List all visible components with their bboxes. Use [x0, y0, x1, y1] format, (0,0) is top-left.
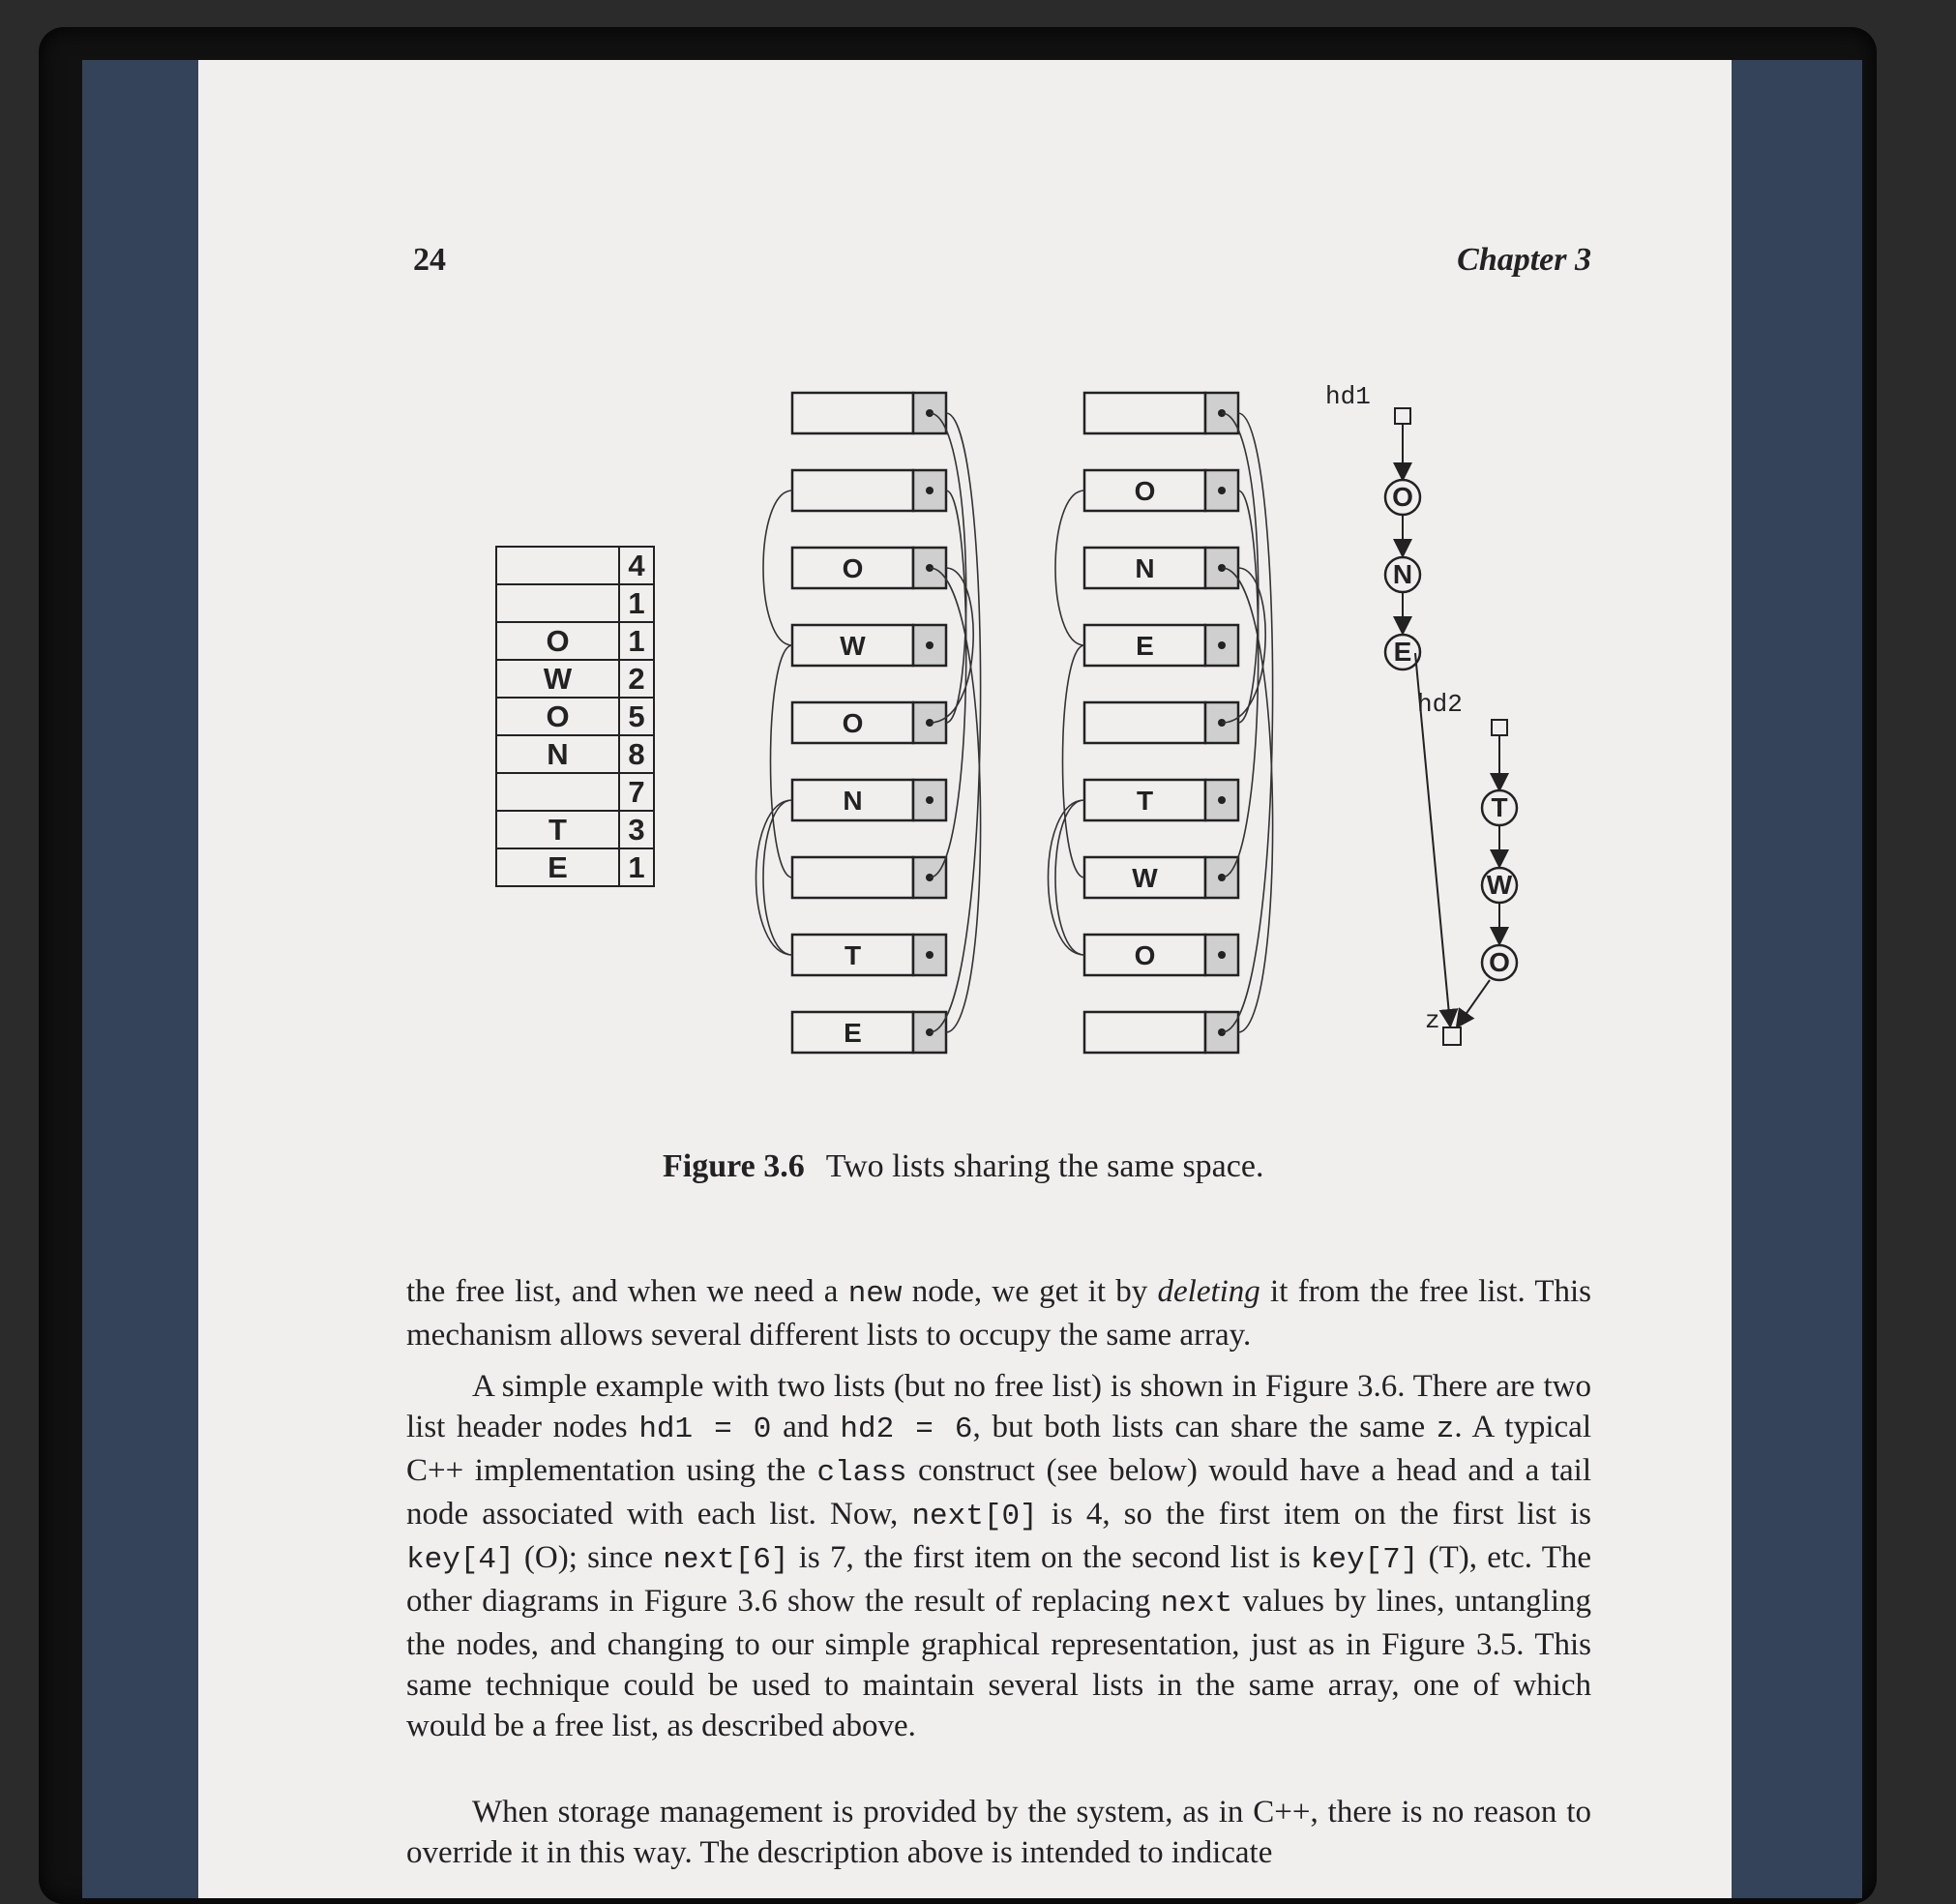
node-key-label: O	[1134, 940, 1156, 970]
array-key-cell: E	[496, 848, 619, 886]
array-key-cell: O	[496, 698, 619, 735]
list-node-label: W	[1486, 870, 1513, 900]
array-key-cell: N	[496, 735, 619, 773]
figure-diagram	[198, 60, 1732, 1173]
linked-nodes-column-1	[756, 393, 981, 1053]
link-curve	[1055, 491, 1084, 645]
link-curve	[1055, 800, 1084, 955]
array-key-cell: T	[496, 811, 619, 848]
link-curve	[763, 800, 792, 955]
array-next-cell: 1	[619, 622, 654, 660]
tail-node	[1443, 1027, 1461, 1045]
pointer-dot	[926, 796, 934, 804]
link-curve	[763, 491, 792, 645]
node-key-label: T	[844, 940, 862, 970]
pointer-dot	[926, 641, 934, 649]
node-key-label: O	[842, 708, 864, 738]
array-next-cell: 8	[619, 735, 654, 773]
list-head-label: hd1	[1325, 382, 1371, 411]
linked-nodes-column-2	[1049, 393, 1273, 1053]
tail-label: z	[1425, 1006, 1440, 1035]
array-next-cell: 1	[619, 584, 654, 622]
node-key-label: W	[840, 631, 866, 661]
paragraph-1: the free list, and when we need a new node, we get it by deleting it from the free list. This mechanism allows several different lists to occupy the same array.	[406, 1274, 1592, 1353]
link-curve	[771, 645, 793, 878]
node-key-label: E	[1136, 631, 1154, 661]
array-next-cell: 5	[619, 698, 654, 735]
array-next-cell: 1	[619, 848, 654, 886]
list-head-node	[1395, 408, 1410, 424]
book-page	[198, 60, 1732, 1898]
graphical-lists	[1325, 382, 1517, 1045]
node-key-label: N	[1135, 553, 1155, 583]
node-key-label: N	[843, 786, 863, 816]
list-node-label: O	[1489, 947, 1510, 977]
node-key-box	[792, 857, 913, 898]
node-key-label: E	[844, 1018, 862, 1048]
pointer-dot	[1218, 796, 1226, 804]
array-next-cell: 4	[619, 547, 654, 584]
list-head-node	[1492, 720, 1507, 735]
node-key-box	[1084, 1012, 1205, 1053]
array-next-cell: 3	[619, 811, 654, 848]
link-curve	[1063, 645, 1085, 878]
pointer-dot	[926, 951, 934, 959]
list-head-label: hd2	[1417, 690, 1463, 719]
node-key-label: O	[1134, 476, 1156, 506]
caption-label: Figure 3.6	[663, 1148, 805, 1184]
array-key-cell: W	[496, 660, 619, 698]
node-key-label: T	[1136, 786, 1154, 816]
list-node-label: N	[1392, 559, 1413, 589]
list-node-label: T	[1491, 792, 1508, 822]
tail-arrow-2	[1458, 980, 1490, 1026]
pointer-dot	[1218, 487, 1226, 494]
list-node-label: O	[1392, 482, 1413, 512]
node-key-box	[792, 470, 913, 511]
node-key-box	[1084, 702, 1205, 743]
array-key-cell: O	[496, 622, 619, 660]
node-key-box	[1084, 393, 1205, 433]
pointer-dot	[1218, 951, 1226, 959]
paragraph-3: When storage management is provided by the system, as in C++, there is no reason to override it in this way. The description above is intended to indicate	[406, 1795, 1591, 1870]
paragraph-2: A simple example with two lists (but no free list) is shown in Figure 3.6. There are two list header nodes hd1 = 0 and hd2 = 6, but both lists can share the same z. A typical C++ implementation using the class construct (see below) would have a head and a tail node associated with each list. Now, next[0] is 4, so the first item on the first list is key[4] (O); since next[6] is 7, the first item on the second list is key[7] (T), etc. The other diagrams in Figure 3.6 show the result of replacing next values by lines, untangling the nodes, and changing to our simple graphical representation, just as in Figure 3.5. This same technique could be used to maintain several lists in the same array, one of which would be a free list, as described above.	[406, 1369, 1592, 1743]
pointer-dot	[1218, 641, 1226, 649]
list-node-label: E	[1393, 637, 1412, 667]
caption-text: Two lists sharing the same space.	[825, 1148, 1264, 1184]
array-next-cell: 2	[619, 660, 654, 698]
array-next-cell: 7	[619, 773, 654, 811]
figure-caption	[663, 1148, 1263, 1185]
node-key-label: O	[842, 553, 864, 583]
running-head: Chapter 3	[1457, 242, 1591, 278]
page-number: 24	[413, 242, 446, 278]
pointer-dot	[926, 487, 934, 494]
node-key-box	[792, 393, 913, 433]
node-key-label: W	[1132, 863, 1158, 893]
